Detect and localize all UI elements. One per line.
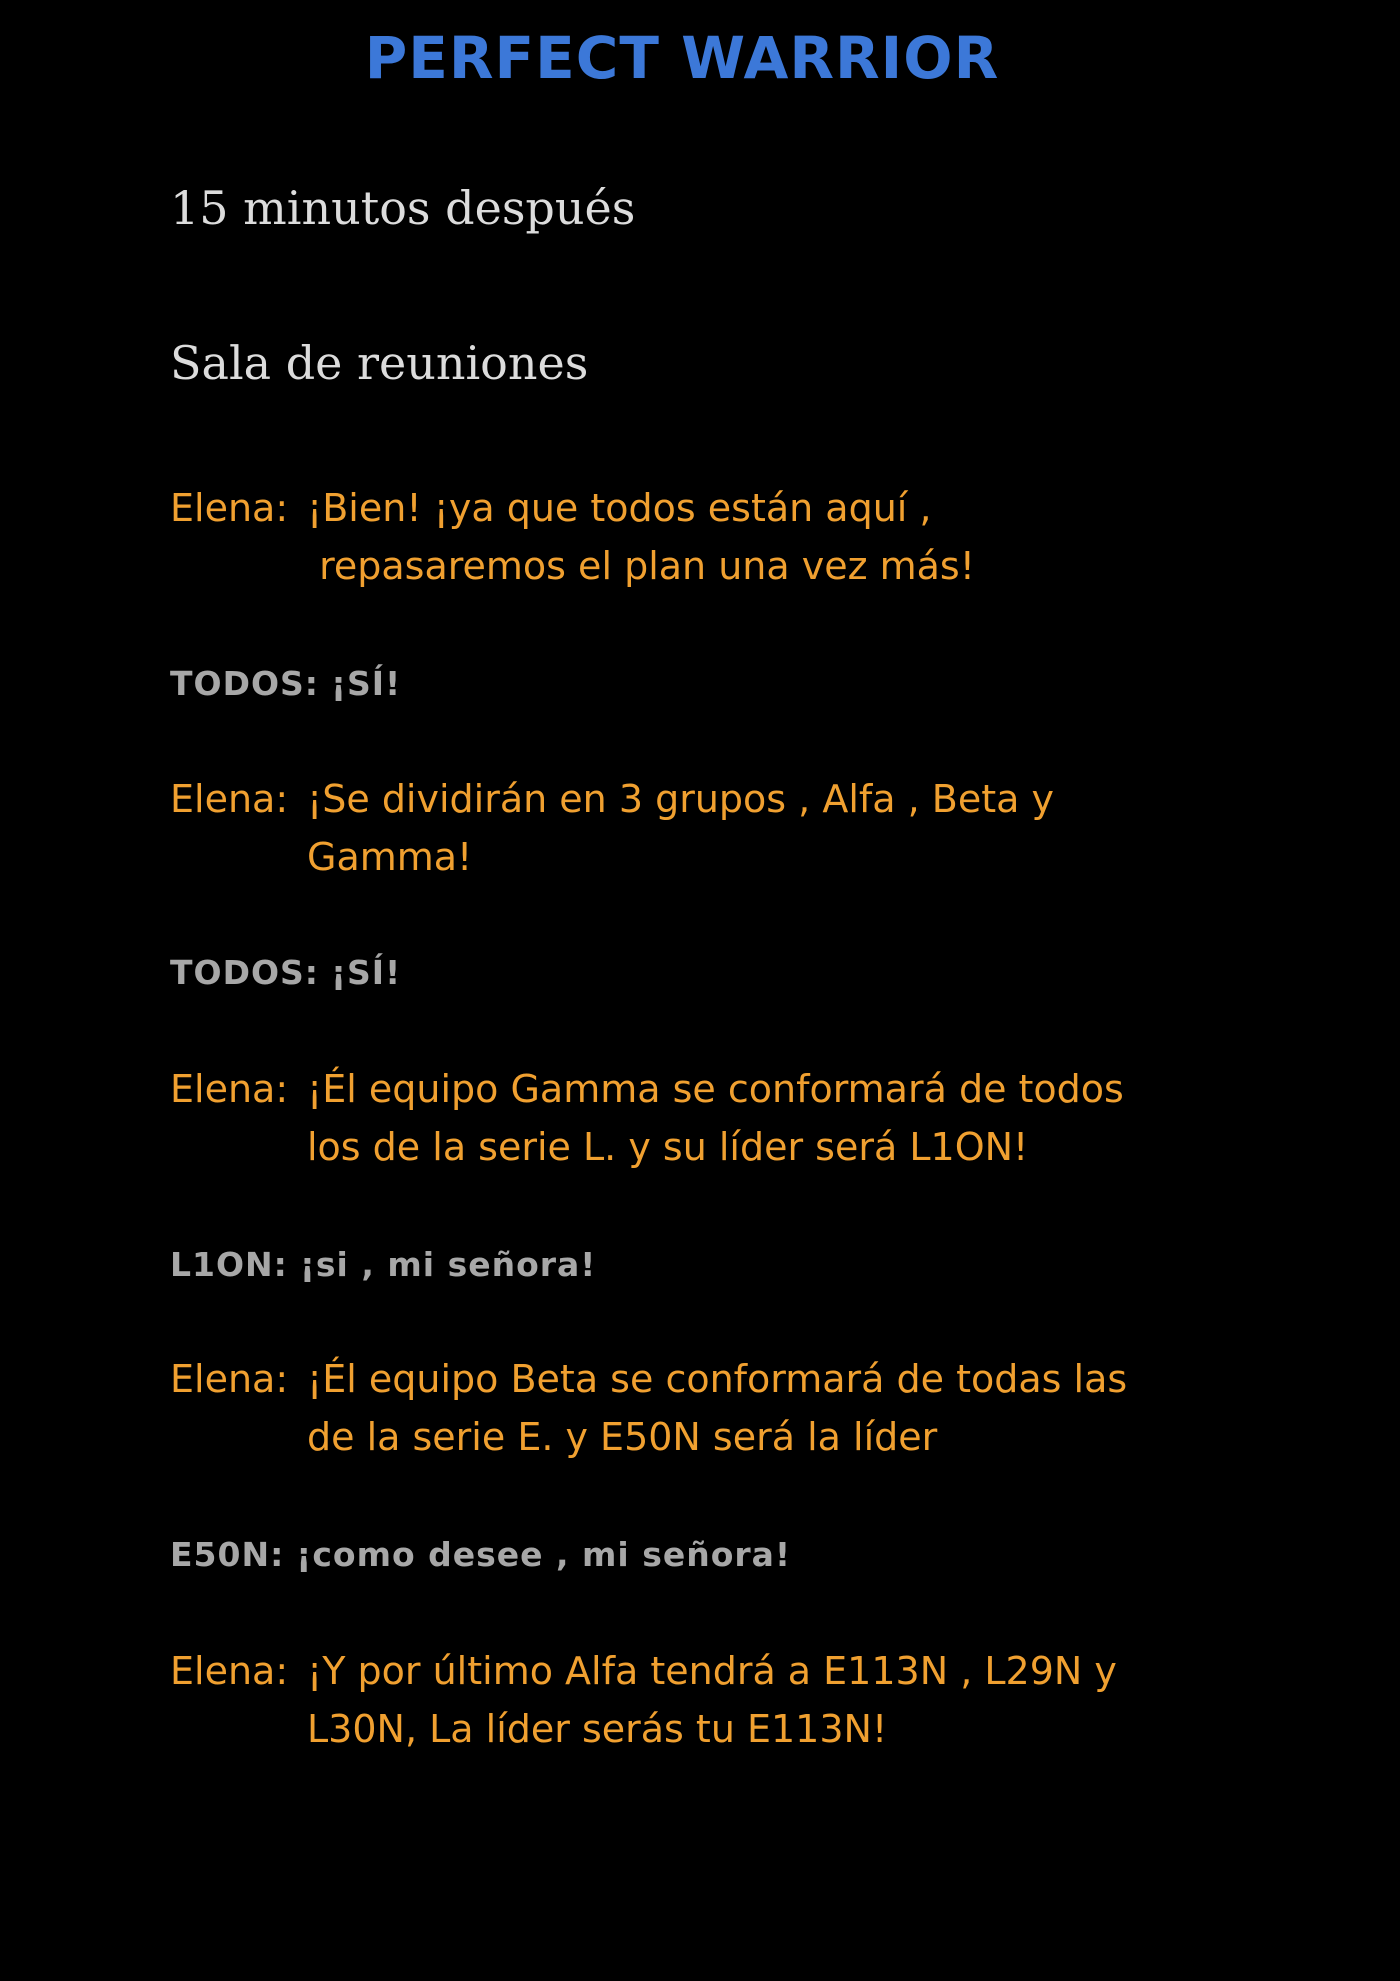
- speaker-name: TODOS:: [170, 664, 319, 703]
- dialogue-text-line: ¡Y por último Alfa tendrá a E113N , L29N y: [307, 1649, 1117, 1693]
- dialogue-line-elena: [170, 770, 1330, 886]
- dialogue-text: [307, 479, 1307, 595]
- speaker-name: L1ON:: [170, 1245, 288, 1284]
- dialogue-text: ¡SÍ!: [330, 953, 402, 992]
- dialogue-text: [307, 1642, 1307, 1758]
- dialogue-text-line: de la serie E. y E50N será la líder: [307, 1415, 938, 1459]
- dialogue-text: ¡si , mi señora!: [299, 1245, 597, 1284]
- scene-location: Sala de reuniones: [170, 336, 589, 390]
- dialogue-text: ¡SÍ!: [330, 664, 402, 703]
- scene-time: 15 minutos después: [170, 181, 636, 235]
- speaker-name: TODOS:: [170, 953, 319, 992]
- dialogue-line-todos: [170, 659, 1330, 709]
- dialogue-line-elena: [170, 1350, 1330, 1466]
- page-title: PERFECT WARRIOR: [364, 24, 1000, 92]
- dialogue-text: [307, 1350, 1307, 1466]
- speaker-name: Elena:: [170, 486, 289, 530]
- dialogue-text-line: repasaremos el plan una vez más!: [307, 544, 975, 588]
- speaker-name: E50N:: [170, 1535, 285, 1574]
- dialogue-text-line: ¡Él equipo Beta se conformará de todas las: [307, 1357, 1128, 1401]
- dialogue-text-line: los de la serie L. y su líder será L1ON!: [307, 1125, 1029, 1169]
- dialogue-line-elena: [170, 479, 1330, 595]
- dialogue-text-line: Gamma!: [307, 835, 473, 879]
- dialogue-line-elena: [170, 1642, 1330, 1758]
- speaker-name: Elena:: [170, 1649, 289, 1693]
- dialogue-text-line: ¡Se dividirán en 3 grupos , Alfa , Beta y: [307, 777, 1054, 821]
- dialogue-line-l1on: [170, 1240, 1330, 1290]
- dialogue-text-line: ¡Él equipo Gamma se conformará de todos: [307, 1067, 1124, 1111]
- dialogue-text-line: L30N, La líder serás tu E113N!: [307, 1707, 888, 1751]
- dialogue-text: ¡como desee , mi señora!: [296, 1535, 791, 1574]
- speaker-name: Elena:: [170, 1357, 289, 1401]
- dialogue-text: [307, 770, 1307, 886]
- dialogue-text: [307, 1060, 1307, 1176]
- speaker-name: Elena:: [170, 1067, 289, 1111]
- dialogue-text-line: ¡Bien! ¡ya que todos están aquí ,: [307, 486, 932, 530]
- dialogue-line-todos: [170, 948, 1330, 998]
- dialogue-line-elena: [170, 1060, 1330, 1176]
- dialogue-line-e50n: [170, 1530, 1330, 1580]
- speaker-name: Elena:: [170, 777, 289, 821]
